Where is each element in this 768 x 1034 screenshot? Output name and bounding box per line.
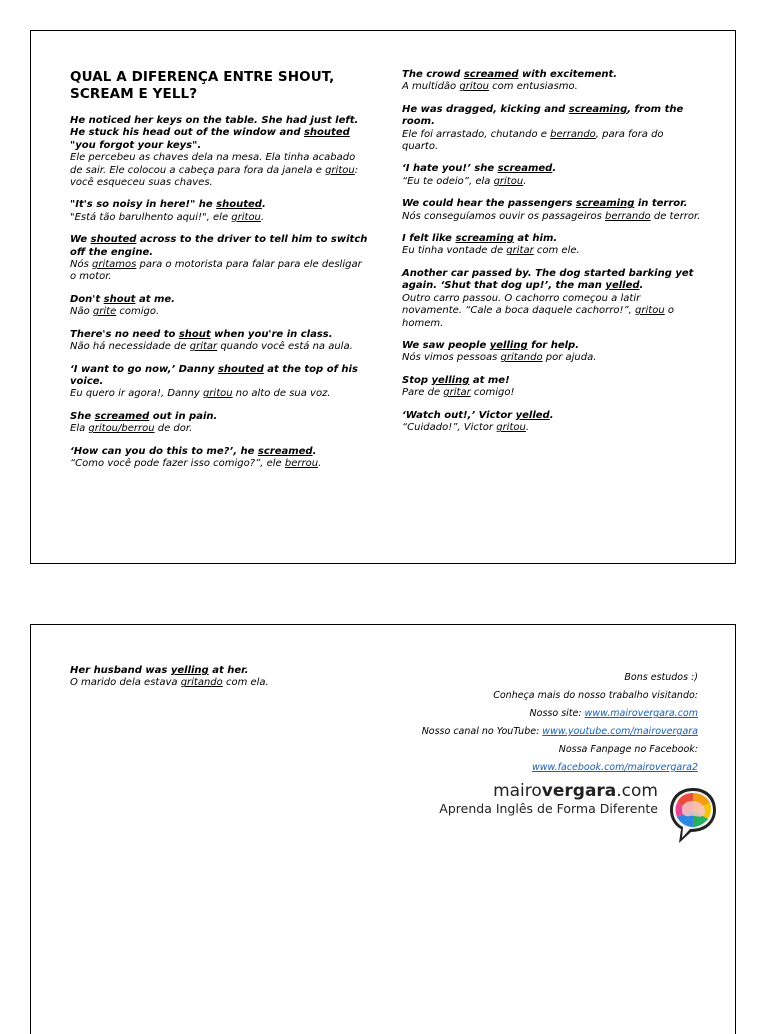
english-sentence [70, 294, 368, 306]
example-entry [70, 234, 368, 284]
text-segment: , from the room. [402, 103, 684, 128]
example-entry [402, 268, 702, 330]
highlighted-word: yelling [489, 339, 528, 351]
text-segment: at the top of his voice. [70, 363, 358, 387]
text-segment: . [525, 421, 530, 433]
english-sentence [70, 665, 370, 677]
text-segment: Her husband was [70, 665, 171, 676]
highlighted-word: screaming [575, 198, 635, 210]
text-segment: at him. [513, 233, 558, 245]
brand-name-prefix: mairo [493, 781, 542, 801]
text-segment: Não há necessidade de [70, 341, 190, 353]
english-sentence [402, 268, 702, 293]
text-segment: ‘I want to go now,’ Danny [70, 363, 218, 375]
text-segment: Another car passed by. The dog started barking yet again. ‘Shut that dog up!’, the man [402, 267, 694, 292]
english-sentence [70, 329, 368, 341]
site-link[interactable]: www.mairovergara.com [584, 708, 698, 719]
english-sentence [402, 340, 702, 352]
youtube-link[interactable]: www.youtube.com/mairovergara [542, 726, 698, 737]
text-segment: She [70, 410, 95, 422]
text-segment: in terror. [634, 198, 688, 210]
highlighted-word: gritou [496, 421, 526, 433]
text-segment: with excitement. [518, 69, 618, 80]
credits-facebook-line [378, 759, 698, 777]
text-segment: com ele. [533, 245, 580, 257]
youtube-label: Nosso canal no YouTube: [421, 726, 543, 737]
portuguese-translation [402, 422, 702, 434]
text-segment: “Cuidado!”, Victor [402, 421, 497, 433]
brand-name-bold: vergara [541, 781, 617, 801]
portuguese-translation [70, 212, 368, 224]
example-entry [70, 329, 368, 354]
text-segment: Stop [402, 374, 432, 386]
highlighted-word: gritou [635, 305, 665, 317]
brand-block [436, 781, 658, 817]
site-label: Nosso site: [529, 708, 585, 719]
highlighted-word: gritou/berrou [88, 423, 155, 435]
english-sentence [70, 115, 368, 152]
text-segment: com ela. [222, 677, 269, 689]
text-segment: Nós [70, 259, 92, 271]
portuguese-translation [402, 81, 702, 93]
portuguese-translation [70, 341, 368, 353]
highlighted-word: gritando [500, 352, 543, 364]
text-segment: at me. [135, 293, 175, 305]
text-segment: A multidão [402, 81, 460, 93]
text-segment: . [523, 175, 527, 187]
text-segment: "Está tão barulhento aqui!", ele [70, 211, 232, 223]
example-entry [70, 411, 368, 436]
example-entry [70, 294, 368, 319]
text-segment: Outro carro passou. O cachorro começou a latir novamente. “Cale a boca daquele cachorro!”, [402, 292, 641, 317]
example-entry [70, 446, 368, 471]
text-segment: . [318, 457, 322, 469]
highlighted-word: shout [103, 293, 136, 305]
text-segment: ‘How can you do this to me?’, he [70, 445, 258, 457]
text-segment: comigo! [470, 387, 515, 399]
document-page-2 [30, 624, 736, 1034]
text-segment: Eu quero ir agora!, Danny [70, 388, 203, 400]
text-segment: at me! [469, 374, 510, 386]
portuguese-translation [70, 388, 368, 400]
text-segment: quando você está na aula. [217, 341, 353, 353]
text-segment: for help. [527, 339, 580, 351]
example-entry [402, 163, 702, 188]
english-sentence [402, 69, 702, 81]
text-segment: Ele foi arrastado, chutando e [402, 128, 551, 140]
text-segment: . [549, 409, 554, 421]
english-sentence [70, 364, 368, 389]
right-entry-list [402, 69, 702, 434]
husband-example-entry [70, 665, 370, 700]
portuguese-translation [402, 129, 702, 154]
portuguese-translation [70, 423, 368, 435]
text-segment: Ela [70, 423, 89, 435]
credits-intro: Conheça mais do nosso trabalho visitando: [493, 690, 698, 701]
text-segment: . [261, 199, 266, 211]
english-sentence [402, 375, 702, 387]
english-sentence [402, 410, 702, 422]
english-sentence [402, 233, 702, 245]
english-sentence [402, 198, 702, 210]
text-segment: Ele percebeu as chaves dela na mesa. Ela tinha acabado de sair. Ele colocou a cabeça para fora da janela e [70, 152, 356, 176]
text-segment: com entusiasmo. [488, 81, 578, 93]
highlighted-word: yelling [431, 374, 470, 386]
text-segment: Don't [70, 293, 104, 305]
portuguese-translation [70, 306, 368, 318]
highlighted-word: gritou [325, 164, 355, 176]
text-segment: There's no need to [70, 328, 179, 340]
highlighted-word: screamed [257, 445, 313, 457]
english-sentence [70, 199, 368, 211]
highlighted-word: gritar [189, 341, 218, 353]
portuguese-translation [70, 152, 368, 189]
text-segment: Nós vimos pessoas [402, 352, 501, 364]
example-entry [70, 115, 368, 189]
text-segment: Eu tinha vontade de [402, 245, 507, 257]
english-sentence [70, 411, 368, 423]
example-entry [402, 233, 702, 258]
example-entry [402, 375, 702, 400]
text-segment: . [552, 163, 557, 175]
text-segment: We saw people [402, 339, 490, 351]
text-segment: . [260, 211, 265, 223]
text-segment: "It's so noisy in here!" he [70, 199, 217, 211]
highlighted-word: screamed [497, 163, 553, 175]
portuguese-translation [402, 245, 702, 257]
highlighted-word: gritar [443, 387, 471, 399]
text-segment: across to the driver to tell him to switch off the engine. [70, 234, 368, 258]
highlighted-word: yelled [605, 280, 640, 292]
text-segment: We could hear the passengers [402, 198, 576, 210]
portuguese-translation [402, 352, 702, 364]
portuguese-translation [70, 458, 368, 470]
highlighted-word: gritamos [92, 259, 137, 271]
highlighted-word: yelled [515, 409, 550, 421]
example-entry [402, 69, 702, 94]
english-sentence [70, 446, 368, 458]
highlighted-word: shouted [303, 127, 350, 139]
example-entry [70, 665, 370, 690]
text-segment: “Eu te odeio”, ela [402, 175, 494, 187]
facebook-label: Nossa Fanpage no Facebook: [558, 744, 698, 755]
text-segment: He noticed her keys on the table. She had just left. He stuck his head out of the window and [70, 115, 359, 139]
highlighted-word: screaming [568, 103, 628, 115]
text-segment: Não [70, 306, 93, 318]
document-page-1 [30, 30, 736, 564]
right-column [402, 69, 702, 444]
text-segment: We [70, 234, 91, 246]
text-segment: O marido dela estava [70, 677, 181, 689]
text-segment: when you're in class. [210, 328, 333, 340]
text-segment: Pare de [402, 387, 444, 399]
english-sentence [402, 163, 702, 175]
text-segment: : você esqueceu suas chaves. [70, 164, 359, 189]
portuguese-translation [70, 259, 368, 284]
highlighted-word: shouted [90, 234, 137, 246]
highlighted-word: shouted [216, 199, 262, 211]
text-segment: de terror. [650, 210, 701, 222]
portuguese-translation [70, 677, 370, 689]
highlighted-word: grite [92, 306, 117, 318]
text-segment: de dor. [154, 423, 193, 435]
example-entry [402, 340, 702, 365]
facebook-link[interactable]: www.facebook.com/mairovergara2 [531, 762, 698, 773]
text-segment: "you forgot your keys". [70, 139, 202, 151]
example-entry [70, 199, 368, 224]
speech-bubble-logo-icon [667, 785, 719, 847]
portuguese-translation [402, 387, 702, 399]
example-entry [70, 364, 368, 401]
portuguese-translation [402, 211, 702, 223]
highlighted-word: gritou [493, 175, 524, 187]
text-segment: ‘Watch out!,’ Victor [402, 409, 516, 421]
english-sentence [70, 234, 368, 259]
credits-site-line [378, 705, 698, 723]
text-segment: . [639, 280, 644, 292]
portuguese-translation [402, 176, 702, 188]
highlighted-word: shouted [217, 363, 264, 375]
example-entry [402, 198, 702, 223]
highlighted-word: berrando [605, 210, 651, 222]
text-segment: “Como você pode fazer isso comigo?”, ele [70, 457, 285, 469]
highlighted-word: gritando [180, 677, 223, 689]
highlighted-word: berrou [284, 457, 319, 469]
text-segment: Nós conseguíamos ouvir os passageiros [402, 210, 606, 222]
highlighted-word: gritou [459, 81, 489, 93]
text-segment: por ajuda. [542, 352, 597, 364]
text-segment: I felt like [402, 233, 456, 245]
text-segment: ‘I hate you!’ she [402, 163, 498, 175]
text-segment: . [312, 445, 317, 457]
page-title: QUAL A DIFERENÇA ENTRE SHOUT, SCREAM E YELL? [70, 69, 335, 102]
text-segment: at her. [208, 665, 249, 676]
highlighted-word: screamed [463, 69, 519, 80]
credits-youtube-line [378, 723, 698, 741]
text-segment: o homem. [402, 305, 674, 329]
text-segment: comigo. [116, 306, 160, 318]
english-sentence [402, 104, 702, 129]
example-entry [402, 104, 702, 154]
credits-block [378, 669, 698, 777]
text-segment: out in pain. [149, 410, 218, 422]
highlighted-word: yelling [170, 665, 209, 676]
text-segment: para o motorista para falar para ele desligar o motor. [70, 259, 362, 283]
brand-tagline: Aprenda Inglês de Forma Diferente [439, 801, 658, 816]
credits-greeting: Bons estudos :) [624, 672, 698, 683]
highlighted-word: screamed [94, 410, 150, 422]
highlighted-word: berrando [550, 128, 596, 140]
left-entry-list [70, 115, 368, 470]
text-segment: , para fora do quarto. [402, 128, 664, 153]
highlighted-word: gritou [231, 211, 261, 223]
highlighted-word: gritou [202, 388, 233, 400]
highlighted-word: shout [178, 328, 211, 340]
example-entry [402, 410, 702, 435]
portuguese-translation [402, 293, 702, 330]
highlighted-word: gritar [506, 245, 534, 257]
left-column [70, 69, 368, 480]
highlighted-word: screaming [455, 233, 514, 245]
brand-name [436, 781, 658, 801]
text-segment: The crowd [402, 69, 464, 80]
text-segment: no alto de sua voz. [232, 388, 331, 400]
brand-name-suffix: .com [616, 781, 658, 801]
text-segment: He was dragged, kicking and [402, 103, 569, 115]
